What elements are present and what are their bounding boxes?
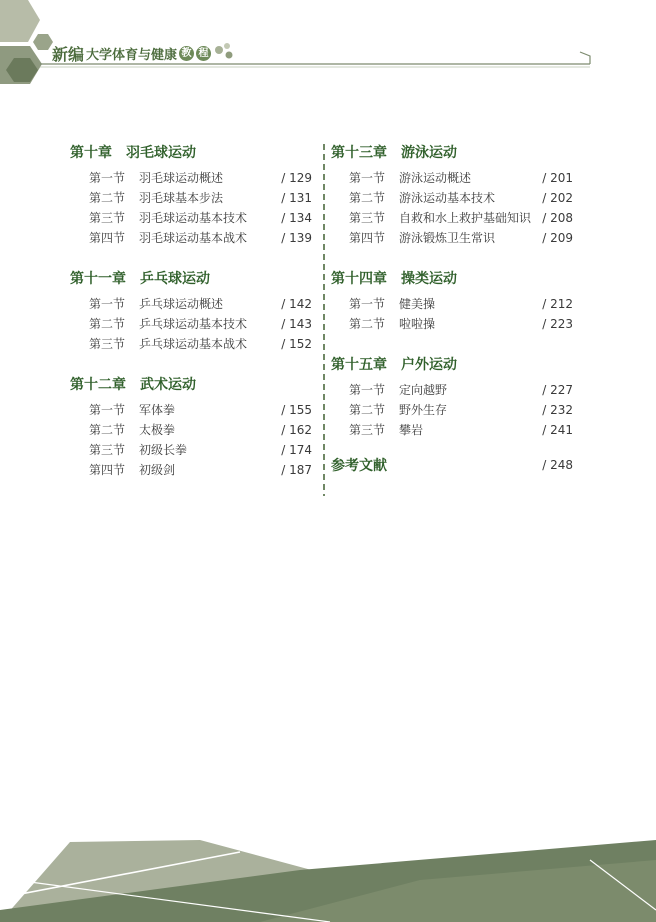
toc-entry[interactable] <box>70 314 314 334</box>
chapter-13 <box>331 142 575 248</box>
book-title-circle-1: 教 <box>179 46 194 61</box>
section-number: 第三节 <box>89 337 126 351</box>
toc-left-column <box>70 142 314 480</box>
page-number: / 227 <box>542 383 573 397</box>
section-title: 啦啦操 <box>399 317 436 331</box>
section-number: 第三节 <box>349 211 386 225</box>
chapter-title[interactable] <box>70 268 314 290</box>
section-number: 第一节 <box>89 403 126 417</box>
section-number: 第一节 <box>89 297 126 311</box>
section-number: 第三节 <box>89 211 126 225</box>
toc-entry[interactable] <box>331 380 575 400</box>
section-title: 羽毛球运动概述 <box>139 171 224 185</box>
toc-entry[interactable] <box>331 294 575 314</box>
toc-entry[interactable] <box>331 188 575 208</box>
page-number: / 187 <box>281 463 312 477</box>
column-divider <box>321 144 327 496</box>
book-title-main: 新编 <box>52 45 85 64</box>
chapter-number: 第十三章 <box>331 145 387 161</box>
chapter-10 <box>70 142 314 248</box>
page-number: / 202 <box>542 191 573 205</box>
chapter-name: 乒乓球运动 <box>140 271 210 287</box>
section-number: 第三节 <box>89 443 126 457</box>
section-number: 第二节 <box>89 317 126 331</box>
chapter-number: 第十五章 <box>331 357 387 373</box>
page-number: / 131 <box>281 191 312 205</box>
toc-entry[interactable] <box>70 188 314 208</box>
page-number: / 155 <box>281 403 312 417</box>
section-title: 乒乓球运动基本技术 <box>139 317 248 331</box>
chapter-title[interactable] <box>331 142 575 164</box>
section-title: 游泳运动概述 <box>399 171 472 185</box>
toc-entry[interactable] <box>70 440 314 460</box>
toc-entry[interactable] <box>70 228 314 248</box>
section-title: 健美操 <box>399 297 436 311</box>
toc-entry[interactable] <box>331 400 575 420</box>
section-title: 羽毛球基本步法 <box>139 191 224 205</box>
chapter-12 <box>70 374 314 480</box>
section-number: 第一节 <box>349 383 386 397</box>
section-title: 羽毛球运动基本技术 <box>139 211 248 225</box>
chapter-name: 羽毛球运动 <box>126 145 196 161</box>
section-title: 羽毛球运动基本战术 <box>139 231 248 245</box>
page-number: / 208 <box>542 211 573 225</box>
page-number: / 142 <box>281 297 312 311</box>
page-number: / 201 <box>542 171 573 185</box>
section-title: 野外生存 <box>399 403 448 417</box>
toc-entry[interactable] <box>70 294 314 314</box>
chapter-title[interactable] <box>70 142 314 164</box>
toc-entry[interactable] <box>70 460 314 480</box>
book-title-rest: 大学体育与健康 <box>86 48 178 63</box>
page-number: / 162 <box>281 423 312 437</box>
chapter-15 <box>331 354 575 440</box>
section-title: 定向越野 <box>399 383 448 397</box>
section-title: 乒乓球运动概述 <box>139 297 224 311</box>
section-number: 第四节 <box>349 231 386 245</box>
chapter-number: 第十章 <box>70 145 112 161</box>
chapter-name: 游泳运动 <box>401 145 457 161</box>
chapter-title[interactable] <box>331 268 575 290</box>
toc-entry[interactable] <box>331 314 575 334</box>
page-number: / 139 <box>281 231 312 245</box>
toc-entry[interactable] <box>331 208 575 228</box>
section-number: 第三节 <box>349 423 386 437</box>
chapter-title[interactable] <box>331 354 575 376</box>
section-number: 第二节 <box>349 403 386 417</box>
toc-entry[interactable] <box>70 168 314 188</box>
toc-entry[interactable] <box>331 168 575 188</box>
section-number: 第一节 <box>349 171 386 185</box>
chapter-name: 户外运动 <box>401 357 457 373</box>
section-number: 第二节 <box>89 191 126 205</box>
toc-right-column <box>331 142 575 476</box>
toc-entry[interactable] <box>70 208 314 228</box>
section-title: 太极拳 <box>139 423 176 437</box>
chapter-number: 第十四章 <box>331 271 387 287</box>
section-title: 游泳锻炼卫生常识 <box>399 231 496 245</box>
section-number: 第二节 <box>349 317 386 331</box>
page-number: / 143 <box>281 317 312 331</box>
book-title <box>52 42 211 65</box>
references-title: 参考文献 <box>331 458 387 474</box>
chapter-name: 操类运动 <box>401 271 457 287</box>
section-number: 第一节 <box>349 297 386 311</box>
section-title: 初级长拳 <box>139 443 188 457</box>
chapter-name: 武术运动 <box>140 377 196 393</box>
chapter-11 <box>70 268 314 354</box>
page-number: / 174 <box>281 443 312 457</box>
section-title: 乒乓球运动基本战术 <box>139 337 248 351</box>
references-entry[interactable] <box>331 454 575 476</box>
section-number: 第二节 <box>349 191 386 205</box>
chapter-title[interactable] <box>70 374 314 396</box>
book-title-circle-2: 程 <box>196 46 211 61</box>
page-number: / 134 <box>281 211 312 225</box>
toc-entry[interactable] <box>331 420 575 440</box>
section-number: 第四节 <box>89 231 126 245</box>
section-number: 第四节 <box>89 463 126 477</box>
toc-entry[interactable] <box>70 420 314 440</box>
toc-entry[interactable] <box>331 228 575 248</box>
toc-entry[interactable] <box>70 400 314 420</box>
chapter-number: 第十一章 <box>70 271 126 287</box>
chapter-number: 第十二章 <box>70 377 126 393</box>
section-number: 第一节 <box>89 171 126 185</box>
section-title: 自救和水上救护基础知识 <box>399 211 532 225</box>
page-number: / 129 <box>281 171 312 185</box>
page-number: / 241 <box>542 423 573 437</box>
section-title: 攀岩 <box>399 423 424 437</box>
chapter-14 <box>331 268 575 334</box>
page-number: / 209 <box>542 231 573 245</box>
page-number: / 223 <box>542 317 573 331</box>
section-number: 第二节 <box>89 423 126 437</box>
footer-decoration <box>0 820 656 922</box>
page-number: / 248 <box>542 458 573 472</box>
page-number: / 212 <box>542 297 573 311</box>
section-title: 军体拳 <box>139 403 176 417</box>
section-title: 游泳运动基本技术 <box>399 191 496 205</box>
toc-entry[interactable] <box>70 334 314 354</box>
page-number: / 152 <box>281 337 312 351</box>
section-title: 初级剑 <box>139 463 176 477</box>
page-number: / 232 <box>542 403 573 417</box>
